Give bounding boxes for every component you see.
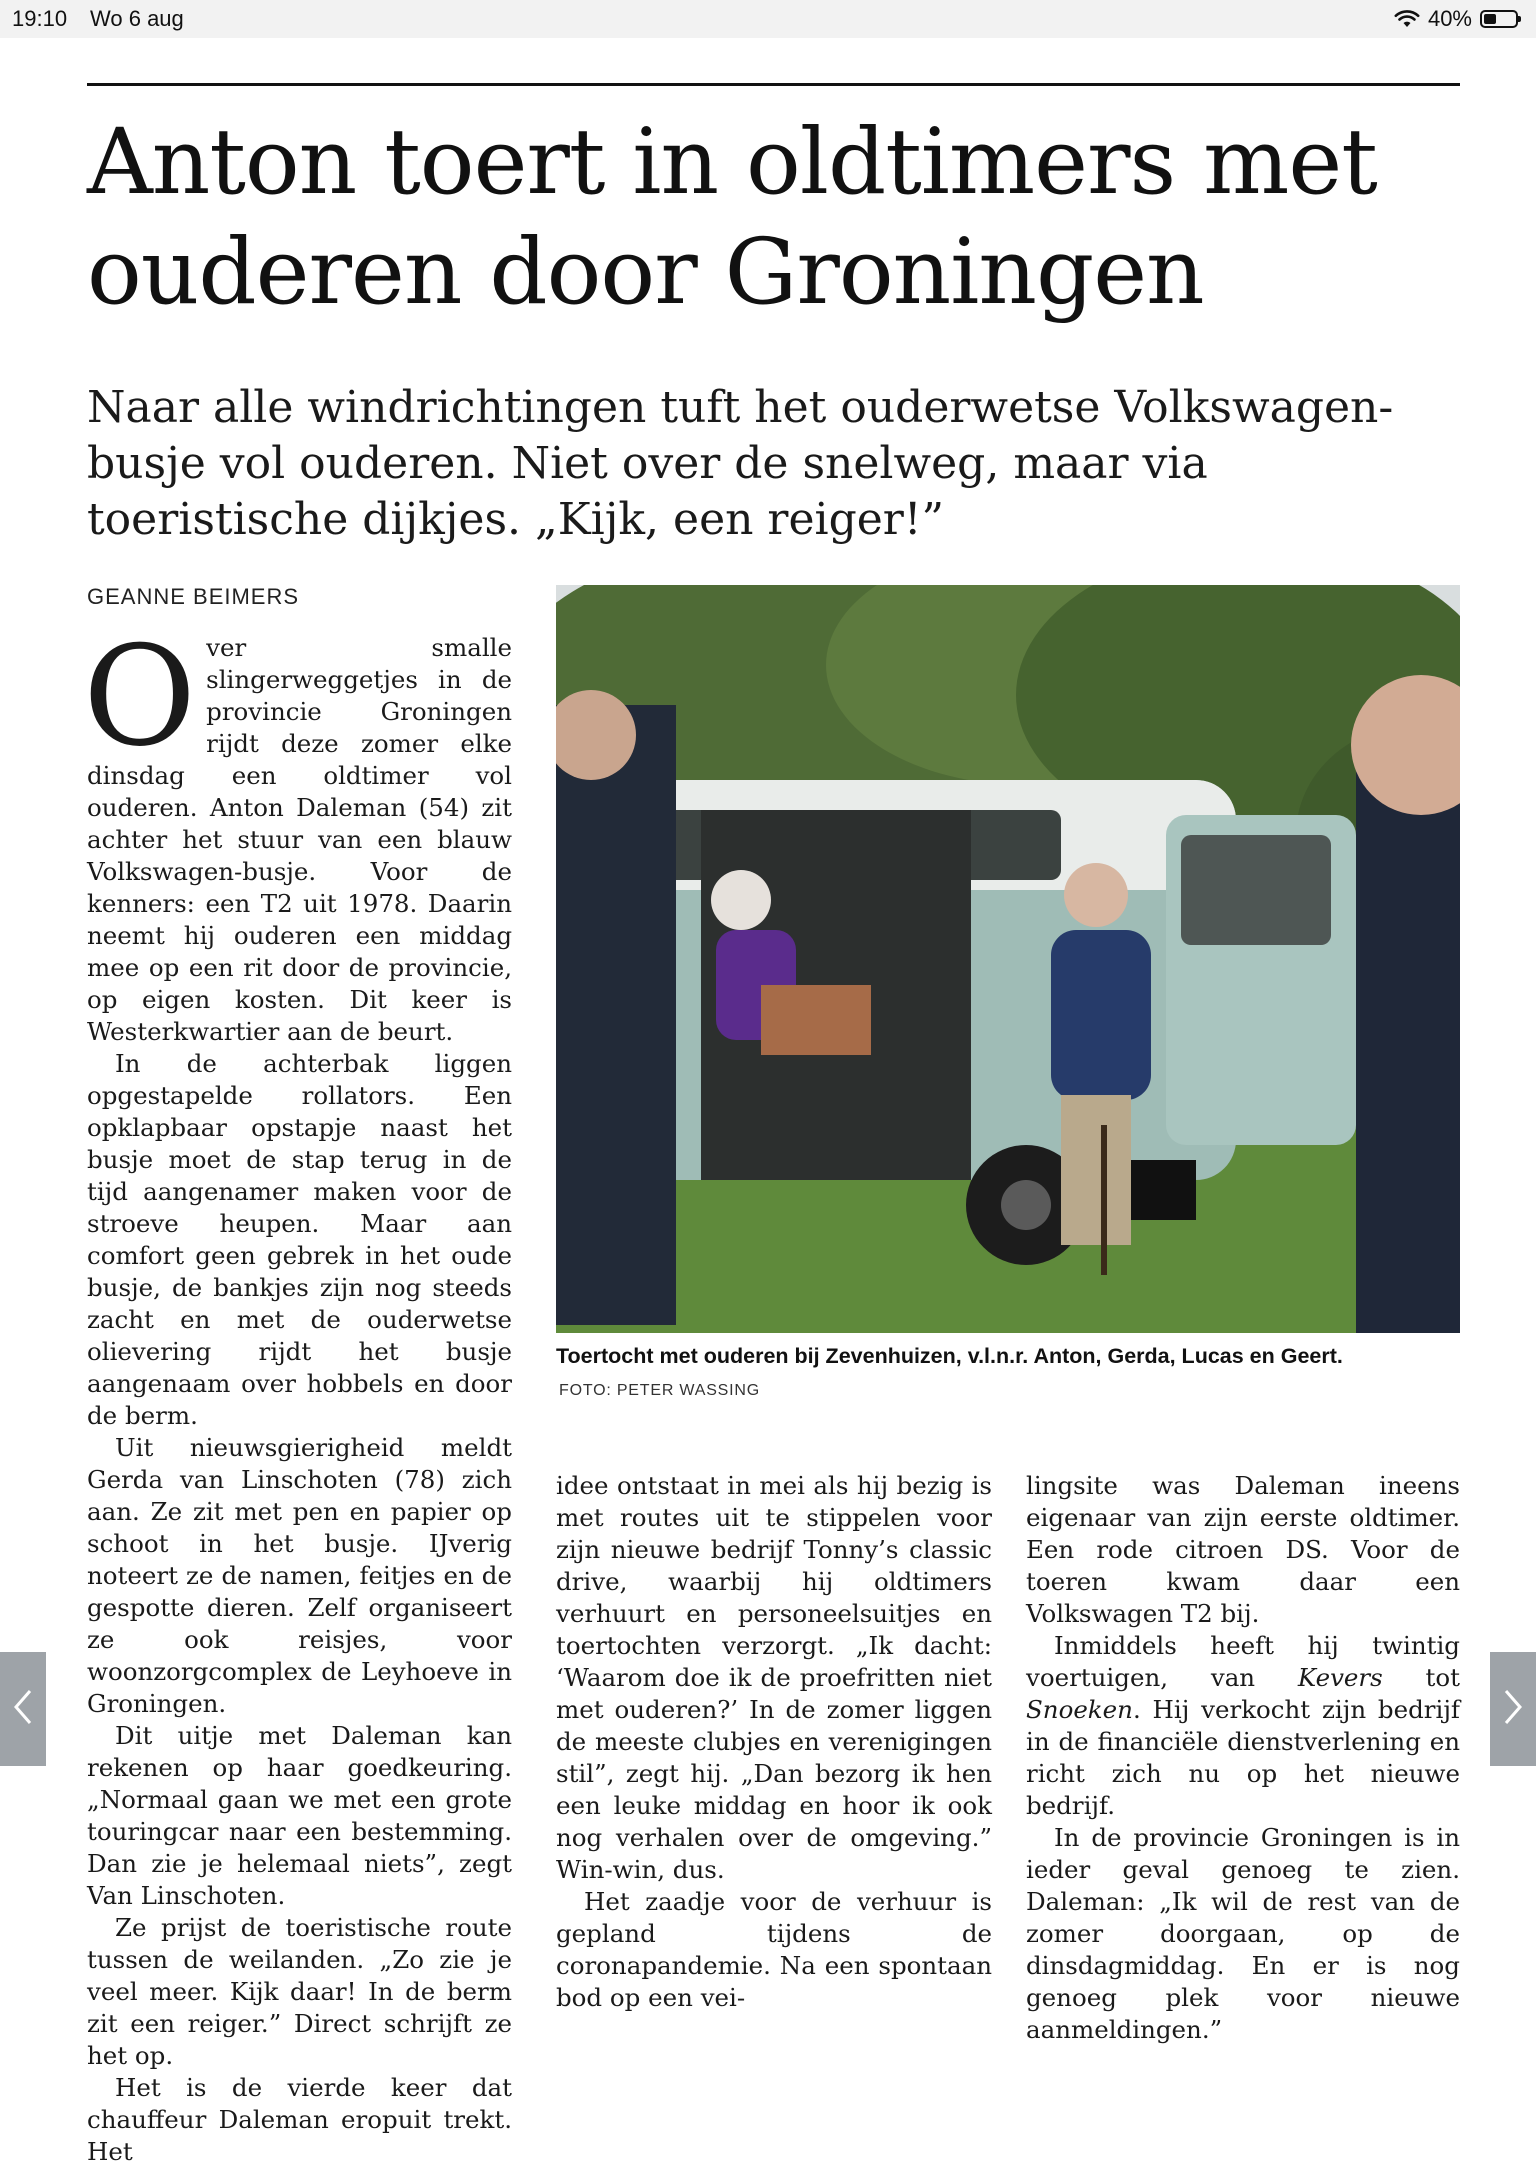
drop-cap: O	[83, 616, 197, 777]
chevron-left-icon	[12, 1688, 34, 1730]
wifi-icon	[1394, 9, 1420, 29]
article-column-1	[83, 616, 512, 2168]
paragraph: Het is de vierde keer dat chauffeur Daleman eropuit trekt. Het	[87, 2073, 512, 2166]
paragraph: lingsite was Daleman ineens eigenaar van zijn eerste oldtimer. Een rode citroen DS. Voor de toeren kwam daar een Volkswagen T2 bij.	[1026, 1471, 1460, 1628]
lead-paragraph: Naar alle windrichtingen tuft het ouderwetse Volkswagen-busje vol ouderen. Niet over de snelweg, maar via toeristische dijkjes. „Kijk, een reiger!”	[87, 382, 1394, 545]
status-indicators	[1394, 6, 1518, 32]
chevron-right-icon	[1502, 1688, 1524, 1730]
paragraph: Over smalle slingerweggetjes in de provincie Groningen rijdt deze zomer elke dinsdag een oldtimer vol ouderen. Anton Daleman (54) zit achter het stuur van een blauw Volkswagen-busje. Voor de kenners: een T2 uit 1978. Daarin neemt hij ouderen een middag mee op een rit door de provincie, op eigen kosten. Dit keer is Westerkwartier aan de beurt.	[83, 616, 512, 1046]
photo-credit: FOTO: PETER WASSING	[559, 1382, 760, 1399]
battery-icon	[1480, 10, 1518, 28]
paragraph: idee ontstaat in mei als hij bezig is met routes uit te stippelen voor zijn nieuwe bedrijf Tonny’s classic drive, waarbij hij oldtimers verhuurt en personeelsuitjes en toertochten verzorgt. „Ik dacht: ‘Waarom doe ik de proefritten niet met ouderen?’ In de zomer liggen de meeste clubjes en verenigingen stil”, zegt hij. „Dan bezorg ik hen een leuke middag en hoor ik ook nog verhalen over de omgeving.” Win-win, dus.	[556, 1471, 992, 1884]
previous-page-button[interactable]	[0, 1652, 46, 1766]
top-rule	[87, 83, 1460, 86]
paragraph: In de achterbak liggen opgestapelde rollators. Een opklapbaar opstapje naast het busje moet de stap terug in de tijd aangenamer maken voor de stroeve heupen. Maar aan comfort geen gebrek in het oude busje, de bankjes zijn nog steeds zacht en met de ouderwetse olievering rijdt het busje aangenaam over hobbels en door de berm.	[87, 1049, 512, 1430]
article-column-3	[1026, 1470, 1460, 2046]
paragraph: In de provincie Groningen is in ieder geval genoeg te zien. Daleman: „Ik wil de rest van de zomer doorgaan, op de dinsdagmiddag. En er is nog genoeg plek voor nieuwe aanmeldingen.”	[1026, 1823, 1460, 2044]
photo-caption: Toertocht met ouderen bij Zevenhuizen, v.l.n.r. Anton, Gerda, Lucas en Geert.	[556, 1344, 1343, 1368]
status-bar	[0, 0, 1536, 38]
article-photo	[556, 585, 1460, 1333]
article-column-2	[556, 1470, 992, 2014]
paragraph: Ze prijst de toeristische route tussen de weilanden. „Zo zie je veel meer. Kijk daar! In de berm zit een reiger.” Direct schrijft ze het op.	[87, 1913, 512, 2070]
headline: Anton toert in oldtimers met ouderen door Groningen	[87, 110, 1377, 325]
paragraph: Uit nieuwsgierigheid meldt Gerda van Linschoten (78) zich aan. Ze zit met pen en papier op schoot in het busje. IJverig noteert ze de namen, feitjes en de gespotte dieren. Zelf organiseert ze ook reisjes, voor woonzorgcomplex de Leyhoeve in Groningen.	[87, 1433, 512, 1718]
next-page-button[interactable]	[1490, 1652, 1536, 1766]
byline: GEANNE BEIMERS	[87, 584, 300, 609]
battery-percentage: 40%	[1427, 6, 1472, 31]
status-date: Wo 6 aug	[90, 6, 184, 31]
status-time: 19:10	[12, 6, 68, 31]
paragraph: Inmiddels heeft hij twintig voertuigen, van Kevers tot Snoeken. Hij verkocht zijn bedrijf in de financiële dienstverlening en richt zich nu op het nieuwe bedrijf.	[1026, 1631, 1460, 1820]
paragraph: Het zaadje voor de verhuur is gepland tijdens de coronapandemie. Na een spontaan bod op een vei-	[556, 1887, 992, 2012]
paragraph: Dit uitje met Daleman kan rekenen op haar goedkeuring. „Normaal gaan we met een grote touringcar naar een bestemming. Dan zie je helemaal niets”, zegt Van Linschoten.	[87, 1721, 512, 1910]
